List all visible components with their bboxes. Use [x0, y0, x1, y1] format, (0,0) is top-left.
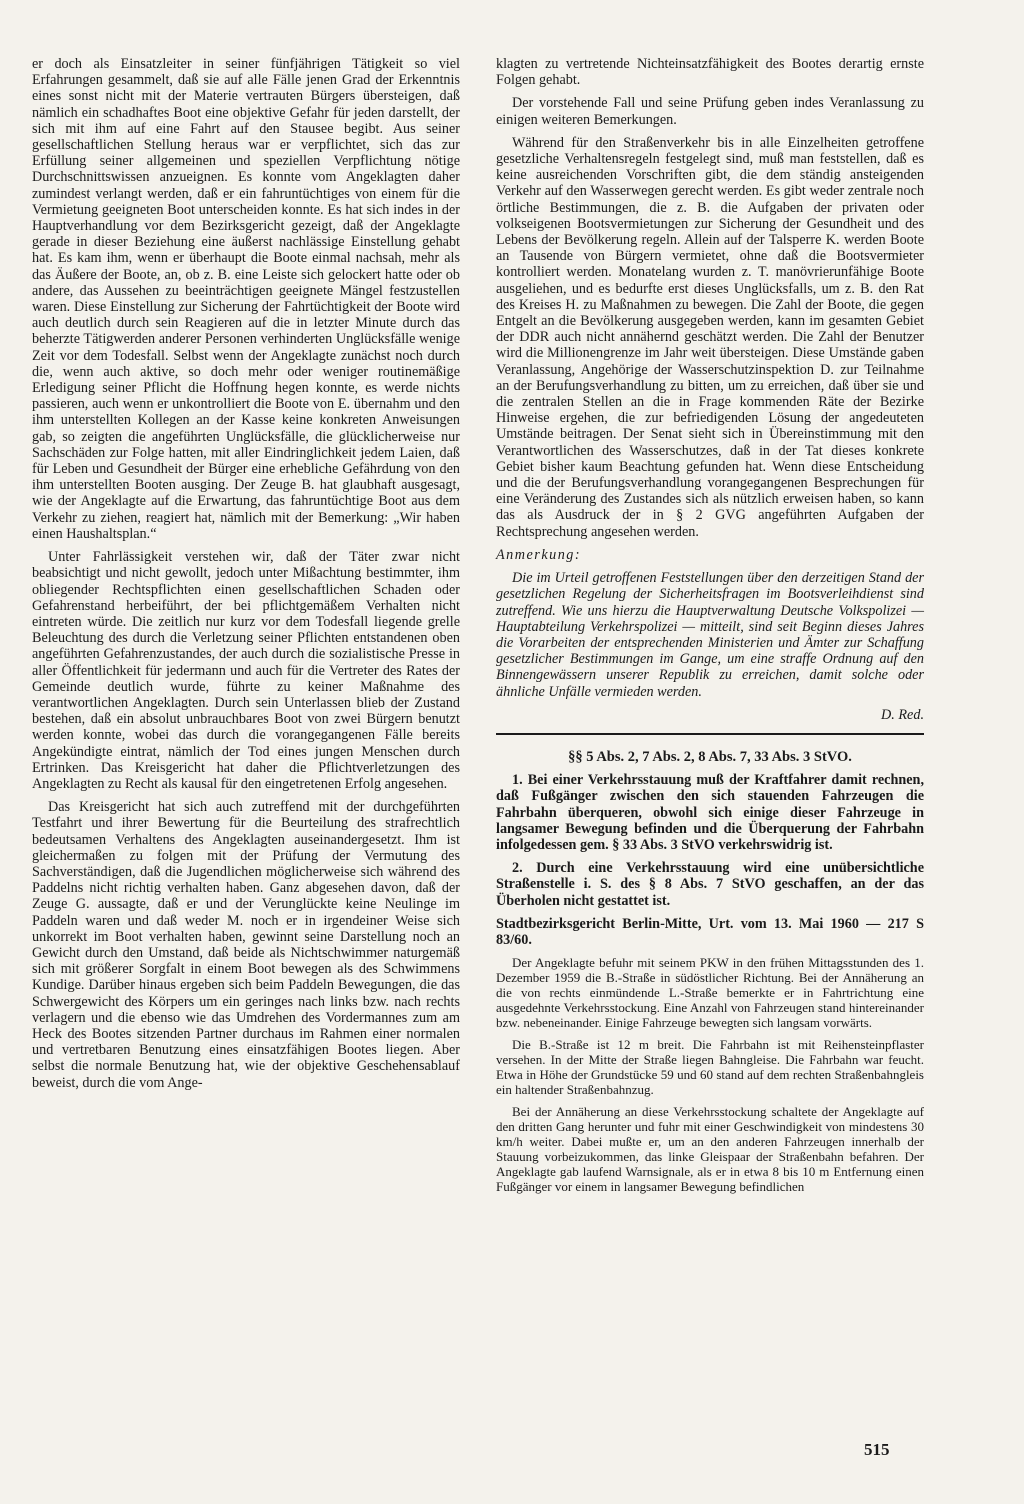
annotation-signature: D. Red.: [881, 706, 924, 723]
facts-paragraph: Der Angeklagte befuhr mit seinem PKW in den frühen Mittagsstunden des 1. Dezember 1959 die B.-Straße in südöstlicher Richtung. Bei der Annäherung an die von rechts einmündende L.-Straße bemerkte er in Fahrtrichtung eine ausgedehnte Verkehrsstockung. Eine Anzahl von Fahrzeugen stand hintereinander bzw. nebeneinander. Einige Fahrzeuge bewegten sich langsam vorwärts.: [496, 955, 924, 1031]
law-citation-heading: §§ 5 Abs. 2, 7 Abs. 2, 8 Abs. 7, 33 Abs. 3 StVO.: [568, 748, 852, 765]
annotation-text: Die im Urteil getroffenen Feststellungen über den derzeitigen Stand der gesetzlichen Regelung der Sicherheitsfragen im Bootsverleihdienst sind zutreffend. Wie uns hierzu die Hauptverwaltung Deutsche Volkspolizei — Hauptabteilung Verkehrspolizei — mitteilt, sind seit Beginn dieses Jahres die Vorarbeiten der entsprechenden Ministerien und Ämter zur Schaffung gesetzlicher Bestimmungen im Gange, um eine straffe Ordnung auf den Binnengewässern unserer Republik zu erreichen, damit solche oder ähnliche Unfälle vermieden werden.: [496, 570, 924, 700]
headnote-2: 2. Durch eine Verkehrsstauung wird eine unübersichtliche Straßenstelle i. S. des § 8 Abs. 7 StVO geschaffen, an der das Überholen nicht gestattet ist.: [496, 860, 924, 909]
page-number: 515: [864, 1440, 890, 1459]
paragraph: Unter Fahrlässigkeit verstehen wir, daß der Täter zwar nicht beabsichtigt und nicht gewollt, jedoch unter Mißachtung bestimmter, ihm obliegender Rechtspflichten einen gesellschaftlichen Schaden oder Gefahrenstand herbeiführt, der bei pflichtgemäßem Verhalten nicht eintreten würde. Die zeitlich nur kurz vor dem Todesfall liegende grelle Beleuchtung des durch die Verletzung seiner Pflichten entstandenen oben angeführten Gefahrenzustandes, der auch durch die sozialistische Presse in aller Öffentlichkeit für jedermann und auch für die Vertreter des Rates der Gemeinde deutlich wurde, führte zu keiner Maßnahme des verantwortlichen Angeklagten. Durch sein Unterlassen blieb der Zustand bestehen, daß ein absolut unbrauchbares Boot von zwei Bürgern benutzt werden konnte, wobei das durch die vorangegangenen Fälle bereits Angekündigte eintrat, nämlich der Tod eines jungen Menschen durch Ertrinken. Das Kreisgericht hat daher die Pflichtverletzungen des Angeklagten zu Recht als kausal für den eingetretenen Erfolg angesehen.: [32, 549, 460, 792]
left-column: [32, 56, 460, 1098]
facts-paragraph: Die B.-Straße ist 12 m breit. Die Fahrbahn ist mit Reihensteinpflaster versehen. In der Mitte der Straße liegen Bahngleise. Die Fahrbahn war feucht. Etwa in Höhe der Grundstücke 59 und 60 stand auf dem rechten Straßenbahngleis ein haltender Straßenbahnzug.: [496, 1037, 924, 1098]
paragraph: er doch als Einsatzleiter in seiner fünfjährigen Tätigkeit so viel Erfahrungen gesammelt, daß sie auf alle Fälle jenen Grad der Erkenntnis eines sonst nicht mit der Materie vertrauten Bürgers übersteigen, daß nämlich ein schadhaftes Boot eine objektive Gefahr für jeden darstellt, der sich mit ihm auf eine Fahrt auf den Stausee begibt. Aus seiner gesellschaftlichen Stellung heraus war er verpflichtet, sich das zur Erfüllung seiner allgemeinen und speziellen Verpflichtung nötige Durchschnittswissen anzueignen. Es konnte vom Angeklagten daher zumindest verlangt werden, daß er ein fahruntüchtiges von einem für die Vermietung geeigneten Boot unterscheiden konnte. Es hat sich indes in der Hauptverhandlung vor dem Bezirksgericht gezeigt, daß der Angeklagte gerade in dieser Beziehung eine äußerst nachlässige Einstellung gehabt hat. Es kam ihm, wenn er überhaupt die Boote einmal nachsah, mehr als das Äußere der Boote, an, ob z. B. eine Leiste sich gelockert hatte oder ob andere, das Aussehen zu beeinträchtigen geeignete Mängel festzustellen waren. Diese Einstellung zur Sicherung der Fahrtüchtigkeit der Boote wird auch deutlich durch sein Reagieren auf die in letzter Minute durch das beherzte Tätigwerden anderer Personen verhinderten Unglücksfälle wenige Zeit vor dem Todesfall. Selbst wenn der Angeklagte zunächst noch durch die, wenn auch aktive, so doch mehr oder weniger routinemäßige Erledigung seiner Pflicht die Hoffnung hegen konnte, es werde nichts passieren, auch wenn er unkontrolliert die Boote von E. übernahm und den ihm unterstellten Kollegen an der Kasse keine konkreten Anweisungen gab, so zeigten die angeführten Unglücksfälle, die glücklicherweise nur Sachschäden zur Folge hatten, mit aller Eindringlichkeit jedem Laien, daß für Leben und Gesundheit der Bürger eine erhebliche Gefährdung von den ihm unterstellten Booten ausging. Der Zeuge B. hat glaubhaft ausgesagt, wie der Angeklagte auf die Erwartung, das fahruntüchtige Boot aus dem Verkehr zu ziehen, reagiert hat, nämlich mit der Bemerkung: „Wir haben einen Haushaltsplan.“: [32, 56, 460, 542]
right-column: [496, 56, 924, 1201]
paragraph: Während für den Straßenverkehr bis in alle Einzelheiten getroffene gesetzliche Verhaltensregeln festgelegt sind, muß man feststellen, daß es keine ausreichenden Vorschriften gibt, die dem ständig ansteigenden Verkehr auf den Wasserwegen gerecht werden. Es gibt weder zentrale noch örtliche Bestimmungen, die z. B. die Aufgaben der privaten oder volkseigenen Bootsvermietungen zur Sicherung der Gesundheit und des Lebens der Bevölkerung regeln. Allein auf der Talsperre K. werden Boote an Tausende von Bürgern vermietet, ohne daß die Bootsvermieter kontrolliert werden. Monatelang wurden z. T. manövrierunfähige Boote ausgeliehen, und es bedurfte erst dieses Unglücksfalls, um z. B. den Rat des Kreises H. zu Maßnahmen zu bewegen. Die Zahl der Boote, die gegen Entgelt an die Bevölkerung ausgegeben werden, kann im gesamten Gebiet der DDR auch nicht annähernd geschätzt werden. Die Zahl der Benutzer wird die Millionengrenze im Jahr weit übersteigen. Diese Umstände gaben Veranlassung, Angehörige der Wasserschutzinspektion D. zur Teilnahme an der Berufungsverhandlung zu bitten, um zu erreichen, daß über sie und die zentralen Stellen an die in Frage kommenden Räte der Bezirke Hinweise ergehen, die zur befriedigenden Lösung der angedeuteten Umstände beitragen. Der Senat sieht sich in Übereinstimmung mit den Verantwortlichen des Wasserschutzes, daß in der Tat dieses konkrete Gebiet bisher kaum Beachtung gefunden hat. Wenn diese Entscheidung und die der Berufungsverhandlung vorangegangenen Besprechungen für eine Veränderung des Zustandes sich als nützlich erweisen haben, so kann das als Ausdruck der in § 2 GVG angeführten Aufgaben der Rechtsprechung angesehen werden.: [496, 134, 924, 540]
court-citation: Stadtbezirksgericht Berlin-Mitte, Urt. vom 13. Mai 1960 — 217 S 83/60.: [496, 915, 924, 948]
paragraph: klagten zu vertretende Nichteinsatzfähigkeit des Bootes derartig ernste Folgen gehabt.: [496, 56, 924, 89]
paragraph: Das Kreisgericht hat sich auch zutreffend mit der durchgeführten Testfahrt und ihrer Bewertung für die Beurteilung des strafrechtlich bedeutsamen Verhaltens des Angeklagten auseinandergesetzt. Ihm ist gleichermaßen zu folgen mit der Prüfung der Vermutung des Sachverständigen, daß die Jugendlichen möglicherweise sich während des Paddelns nicht richtig verhalten haben. Ganz abgesehen davon, daß der Zeuge G. aussagte, daß er und der Verunglückte keine Neulinge im Paddeln waren und daß weder M. noch er in irgendeiner Weise sich unkorrekt im Boot verhalten haben, gewinnt seine Darstellung noch an Gewicht durch den Umstand, daß beide als Nichtschwimmer naturgemäß sich mit größerer Sorgfalt in einem Boot bewegen als des Schwimmens Kundige. Darüber hinaus ergeben sich beim Paddeln Bewegungen, die das Schwergewicht des Körpers um ein geringes nach links bzw. nach rechts verlagern und die ebenso wie das Umdrehen des Vordermannes zum am Heck des Bootes sitzenden Partner durchaus im Rahmen einer normalen und vertretbaren Benutzung eines einsatzfähigen Bootes liegen. Aber selbst die normale Benutzung hat, wie der objektive Geschehensablauf beweist, durch die vom Ange-: [32, 799, 460, 1091]
annotation-heading: Anmerkung:: [496, 546, 582, 563]
headnote-1: 1. Bei einer Verkehrsstauung muß der Kraftfahrer damit rechnen, daß Fußgänger zwischen den sich stauenden Fahrzeugen die Fahrbahn überqueren, obwohl sich einige dieser Fahrzeuge in langsamer Bewegung befinden und die Überquerung der Fahrbahn infolgedessen gem. § 33 Abs. 3 StVO verkehrswidrig ist.: [496, 772, 924, 853]
section-divider: [496, 733, 924, 735]
facts-paragraph: Bei der Annäherung an diese Verkehrsstockung schaltete der Angeklagte auf den dritten Gang herunter und fuhr mit einer Geschwindigkeit von mindestens 30 km/h weiter. Dabei mußte er, um an den anderen Fahrzeugen innerhalb der Stauung vorbeizukommen, das linke Gleispaar der Straßenbahn befahren. Der Angeklagte gab laufend Warnsignale, als er in etwa 8 bis 10 m Entfernung einen Fußgänger vor einem in langsamer Bewegung befindlichen: [496, 1104, 924, 1195]
paragraph: Der vorstehende Fall und seine Prüfung geben indes Veranlassung zu einigen weiteren Bemerkungen.: [496, 95, 924, 128]
